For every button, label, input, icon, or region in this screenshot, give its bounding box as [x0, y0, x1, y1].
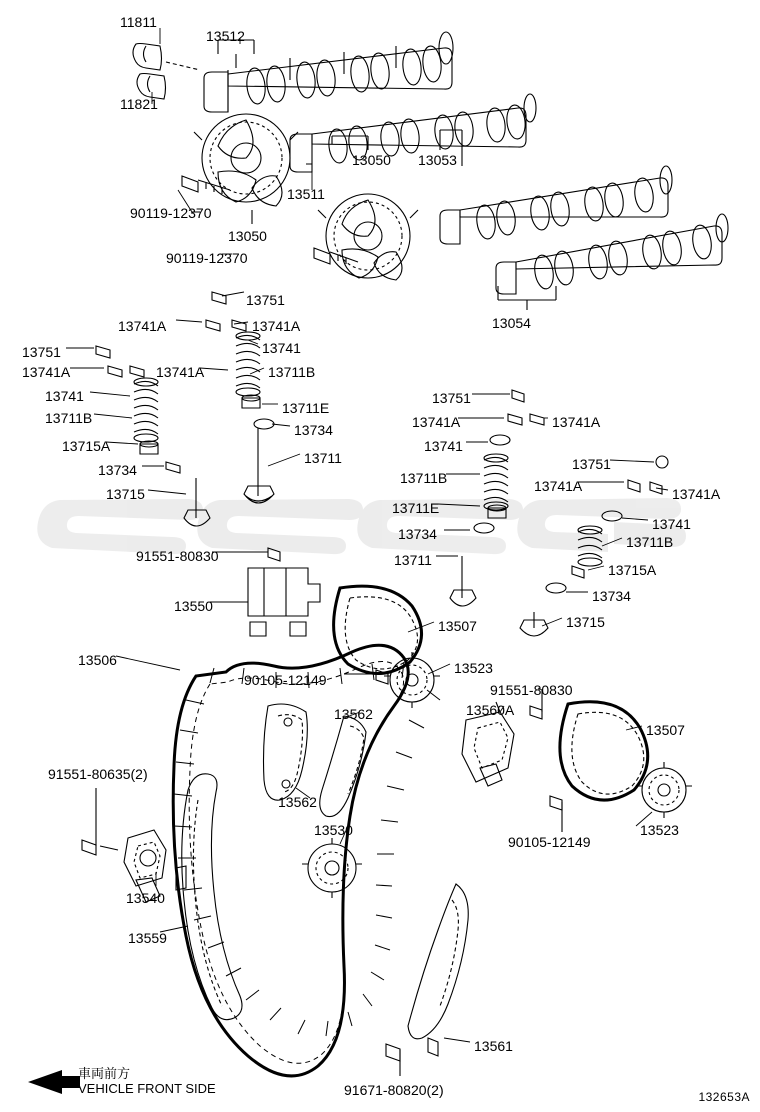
part-number-label: 13711B — [268, 364, 316, 380]
part-number-label: 13715 — [566, 614, 605, 630]
part-number-label: 13054 — [492, 315, 531, 331]
part-number-label: 13507 — [438, 618, 477, 634]
part-number-label: 13053 — [418, 152, 457, 168]
part-number-label: 13050 — [228, 228, 267, 244]
part-number-label: 13050 — [352, 152, 391, 168]
part-number-label: 13711B — [626, 534, 674, 550]
part-number-label: 13751 — [246, 292, 285, 308]
part-number-label: 11811 — [120, 14, 157, 30]
part-number-label: 11821 — [120, 96, 158, 112]
part-number-label: 13734 — [98, 462, 137, 478]
part-number-label: 13715A — [608, 562, 657, 578]
part-number-label: 13751 — [572, 456, 611, 472]
part-number-label: 13741A — [22, 364, 71, 380]
part-number-label: 13507 — [646, 722, 685, 738]
part-number-label: 13711E — [282, 400, 330, 416]
part-number-label: 90105-12149 — [244, 672, 327, 688]
part-number-label: 13560A — [466, 702, 515, 718]
part-number-label: 13741A — [552, 414, 601, 430]
vehicle-front-side-note — [78, 1066, 216, 1096]
part-number-label: 13523 — [640, 822, 679, 838]
part-number-label: 13506 — [78, 652, 117, 668]
part-number-label: 13562 — [278, 794, 317, 810]
part-number-label: 13741 — [45, 388, 84, 404]
part-number-label: 13741A — [252, 318, 301, 334]
part-number-label: 13741 — [652, 516, 691, 532]
part-number-label: 91551-80830 — [490, 682, 573, 698]
part-number-label: 90105-12149 — [508, 834, 591, 850]
diagram-code: 132653A — [698, 1090, 750, 1104]
part-number-label: 13741A — [412, 414, 461, 430]
part-number-label: 90119-12370 — [130, 205, 212, 221]
part-number-label: 13530 — [314, 822, 353, 838]
part-number-label: 91551-80830 — [136, 548, 219, 564]
part-number-label: 13741 — [424, 438, 463, 454]
part-number-label: 13711 — [394, 552, 432, 568]
part-number-label: 13734 — [592, 588, 631, 604]
part-number-label: 13741 — [262, 340, 301, 356]
part-number-label: 13715 — [106, 486, 145, 502]
part-number-label: 13512 — [206, 28, 245, 44]
part-number-label: 13741A — [672, 486, 721, 502]
part-number-label: 13550 — [174, 598, 213, 614]
part-number-label: 13741A — [118, 318, 167, 334]
part-number-label: 13540 — [126, 890, 165, 906]
front-side-label-jp: 車両前方 — [78, 1066, 131, 1081]
front-side-label-en: VEHICLE FRONT SIDE — [78, 1081, 216, 1096]
part-number-label: 13734 — [294, 422, 333, 438]
part-number-label: 13741A — [534, 478, 583, 494]
part-number-label: 13734 — [398, 526, 437, 542]
part-number-label: 13711B — [45, 410, 93, 426]
part-number-label: 13751 — [22, 344, 61, 360]
part-number-label: 13523 — [454, 660, 493, 676]
part-number-label: 13715A — [62, 438, 111, 454]
part-number-label: 13559 — [128, 930, 167, 946]
part-number-label: 13751 — [432, 390, 471, 406]
part-number-label: 13561 — [474, 1038, 513, 1054]
part-number-label: 91551-80635(2) — [48, 766, 148, 782]
part-number-label: 90119-12370 — [166, 250, 248, 266]
part-number-label: 13711B — [400, 470, 448, 486]
part-number-label: 13711 — [304, 450, 342, 466]
part-number-label: 13741A — [156, 364, 205, 380]
part-number-label: 91671-80820(2) — [344, 1082, 444, 1098]
part-number-label: 13711E — [392, 500, 440, 516]
part-number-label: 13511 — [287, 186, 325, 202]
part-number-label: 13562 — [334, 706, 373, 722]
